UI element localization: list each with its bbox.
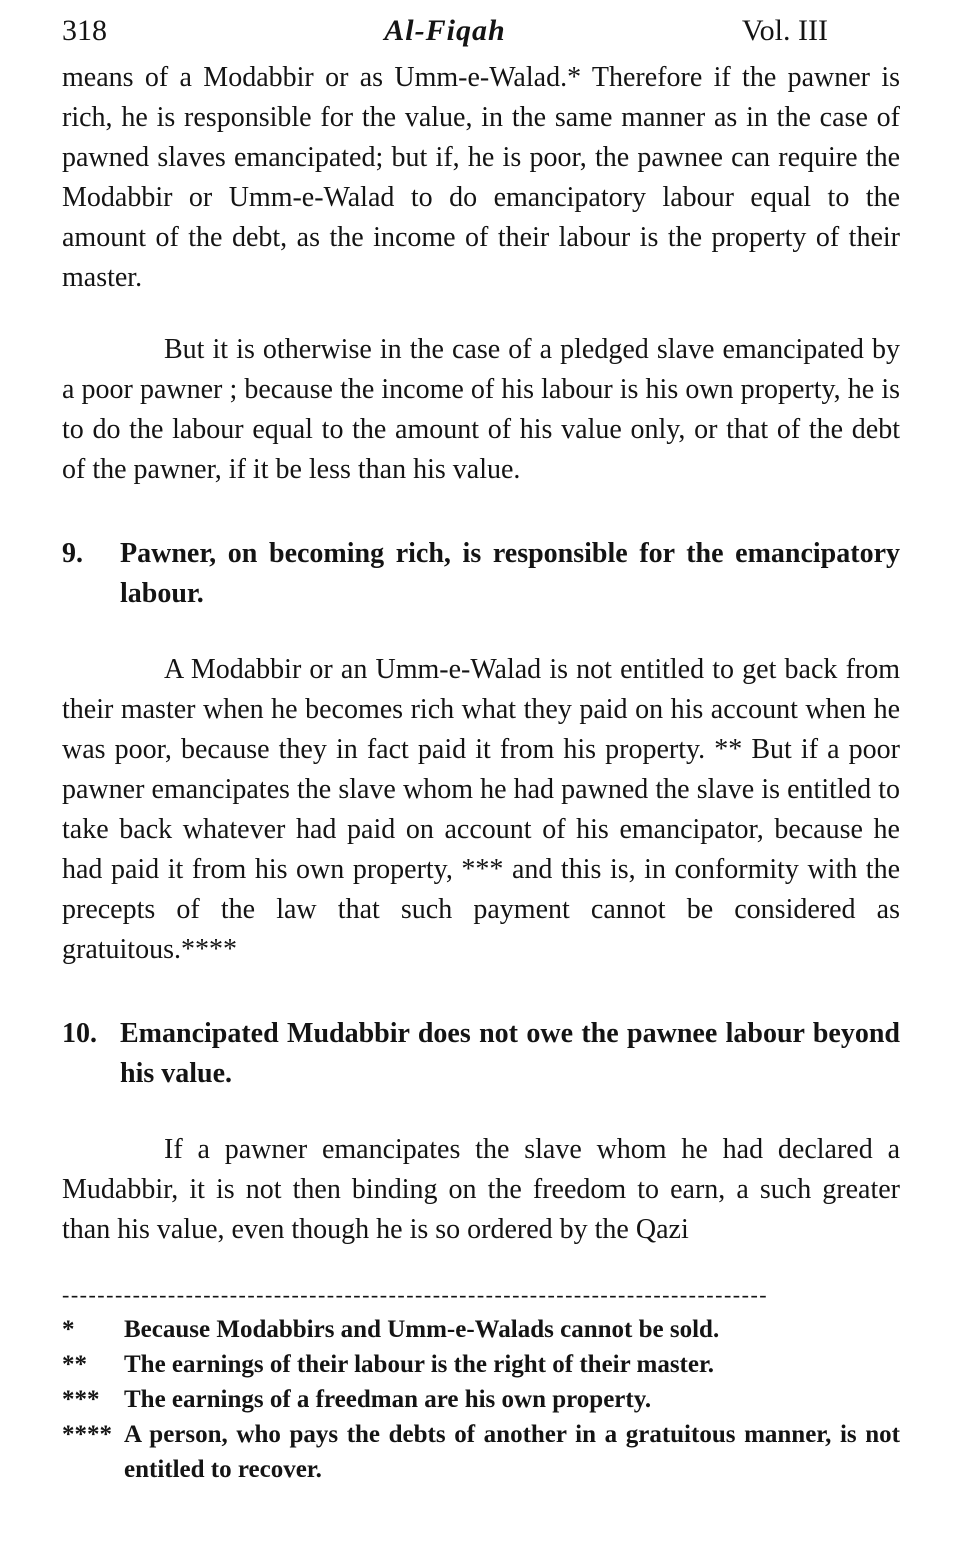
footnote (62, 1312, 900, 1347)
footnotes-block (62, 1312, 900, 1487)
footnote-marker: ** (62, 1351, 87, 1378)
section-9-heading (62, 534, 900, 614)
footnote (62, 1382, 900, 1417)
footnote-text: A person, who pays the debts of another in a gratuitous manner, is not entitled to recover. (124, 1421, 900, 1483)
page-body (62, 58, 900, 1487)
footnote (62, 1347, 900, 1382)
footnote-text: Because Modabbirs and Umm-e-Walads cannot be sold. (124, 1316, 720, 1343)
footnote-text: The earnings of their labour is the right of their master. (124, 1351, 715, 1378)
section-9-paragraph: A Modabbir or an Umm-e-Walad is not entitled to get back from their master when he becomes rich what they paid on his account when he was poor, because they in fact paid it from his property. ** But if a poor pawner emancipates the slave whom he had pawned the slave is entitled to take back whatever had paid on account of his emancipator, because he had paid it from his own property, *** and this is, in conformity with the precepts of the law that such payment cannot be considered as gratuitous.**** (62, 654, 900, 965)
section-10-number: 10. (62, 1018, 97, 1049)
section-9-title: Pawner, on becoming rich, is responsible for the emancipatory labour. (120, 538, 900, 609)
footnote-text: The earnings of a freedman are his own property. (124, 1386, 652, 1413)
footnote-separator: -------------------------------------------------------------------------------- (62, 1282, 769, 1307)
book-title: Al-Fiqah (384, 14, 506, 47)
footnote-marker: **** (62, 1421, 112, 1448)
footnote (62, 1417, 900, 1487)
page-header (62, 14, 900, 48)
paragraph-continued: means of a Modabbir or as Umm-e-Walad.* Therefore if the pawner is rich, he is responsible for the value, in the same manner as in the case of pawned slaves emancipated; but if, he is poor, the pawnee can require the Modabbir or Umm-e-Walad to do emancipatory labour equal to the amount of the debt, as the income of their labour is the property of their master. (62, 62, 900, 293)
section-10-paragraph: If a pawner emancipates the slave whom he had declared a Mudabbir, it is not then binding on the freedom to earn, a such greater than his value, even though he is so ordered by the Qazi (62, 1134, 900, 1245)
paragraph: But it is otherwise in the case of a pledged slave emancipated by a poor pawner ; because the income of his labour is his own property, he is to do the labour equal to the amount of his value only, or that of the debt of the pawner, if it be less than his value. (62, 334, 900, 485)
section-10-heading (62, 1014, 900, 1094)
section-10-title: Emancipated Mudabbir does not owe the pawnee labour beyond his value. (120, 1018, 900, 1089)
footnote-marker: *** (62, 1386, 100, 1413)
section-9-number: 9. (62, 538, 83, 569)
page-number: 318 (62, 14, 107, 47)
footnote-marker: * (62, 1316, 75, 1343)
volume-label: Vol. III (741, 14, 828, 47)
